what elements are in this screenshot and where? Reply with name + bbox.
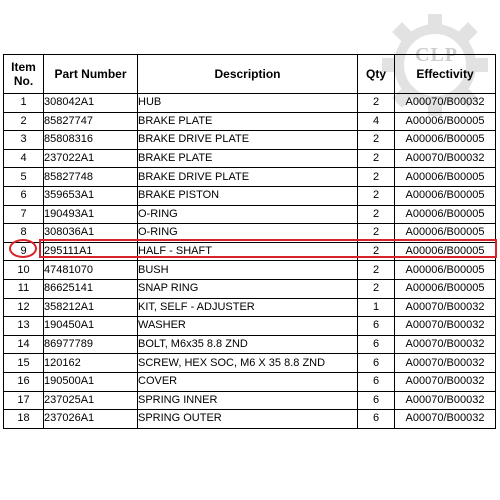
cell-qty: 2 <box>358 242 395 261</box>
cell-effectivity: A00006/B00005 <box>395 131 496 150</box>
cell-effectivity: A00070/B00032 <box>395 149 496 168</box>
cell-qty: 2 <box>358 261 395 280</box>
cell-qty: 2 <box>358 131 395 150</box>
cell-effectivity: A00070/B00032 <box>395 317 496 336</box>
cell-description: KIT, SELF - ADJUSTER <box>138 298 358 317</box>
cell-part-number: 85808316 <box>44 131 138 150</box>
cell-description: BUSH <box>138 261 358 280</box>
cell-part-number: 86977789 <box>44 335 138 354</box>
cell-part-number: 237022A1 <box>44 149 138 168</box>
cell-item-no: 12 <box>4 298 44 317</box>
cell-description: BRAKE DRIVE PLATE <box>138 131 358 150</box>
cell-qty: 2 <box>358 149 395 168</box>
cell-description: O-RING <box>138 205 358 224</box>
cell-description: BRAKE PLATE <box>138 112 358 131</box>
table-row <box>4 112 496 131</box>
cell-part-number: 85827747 <box>44 112 138 131</box>
cell-description: WASHER <box>138 317 358 336</box>
cell-item-no: 3 <box>4 131 44 150</box>
table-row <box>4 224 496 243</box>
table-header-row <box>4 55 496 94</box>
table-row <box>4 131 496 150</box>
cell-part-number: 308036A1 <box>44 224 138 243</box>
cell-qty: 4 <box>358 112 395 131</box>
cell-item-no: 8 <box>4 224 44 243</box>
cell-description: HALF - SHAFT <box>138 242 358 261</box>
cell-effectivity: A00070/B00032 <box>395 372 496 391</box>
cell-effectivity: A00006/B00005 <box>395 279 496 298</box>
cell-item-no: 18 <box>4 410 44 429</box>
cell-item-no: 9 <box>4 242 44 261</box>
cell-item-no: 14 <box>4 335 44 354</box>
cell-item-no: 6 <box>4 186 44 205</box>
cell-qty: 2 <box>358 279 395 298</box>
cell-item-no: 17 <box>4 391 44 410</box>
cell-description: SPRING INNER <box>138 391 358 410</box>
cell-description: O-RING <box>138 224 358 243</box>
cell-description: HUB <box>138 94 358 113</box>
cell-qty: 6 <box>358 354 395 373</box>
header-qty: Qty <box>358 55 395 94</box>
cell-item-no: 1 <box>4 94 44 113</box>
cell-part-number: 308042A1 <box>44 94 138 113</box>
cell-description: COVER <box>138 372 358 391</box>
header-item-no: Item No. <box>4 55 44 94</box>
cell-item-no: 16 <box>4 372 44 391</box>
table-row <box>4 186 496 205</box>
table-body <box>4 94 496 429</box>
cell-item-no: 2 <box>4 112 44 131</box>
cell-item-no: 10 <box>4 261 44 280</box>
cell-qty: 2 <box>358 186 395 205</box>
cell-description: BRAKE PISTON <box>138 186 358 205</box>
header-part-number: Part Number <box>44 55 138 94</box>
cell-item-no: 7 <box>4 205 44 224</box>
table-row <box>4 410 496 429</box>
cell-qty: 2 <box>358 168 395 187</box>
table-row <box>4 335 496 354</box>
cell-effectivity: A00006/B00005 <box>395 224 496 243</box>
cell-item-no: 5 <box>4 168 44 187</box>
table-row <box>4 149 496 168</box>
header-description: Description <box>138 55 358 94</box>
table-row <box>4 261 496 280</box>
cell-qty: 2 <box>358 224 395 243</box>
cell-effectivity: A00006/B00005 <box>395 168 496 187</box>
cell-item-no: 15 <box>4 354 44 373</box>
cell-effectivity: A00070/B00032 <box>395 94 496 113</box>
cell-description: BRAKE PLATE <box>138 149 358 168</box>
table-row <box>4 242 496 261</box>
cell-effectivity: A00070/B00032 <box>395 298 496 317</box>
cell-qty: 2 <box>358 205 395 224</box>
cell-effectivity: A00070/B00032 <box>395 335 496 354</box>
cell-part-number: 190493A1 <box>44 205 138 224</box>
cell-description: BOLT, M6x35 8.8 ZND <box>138 335 358 354</box>
cell-part-number: 237026A1 <box>44 410 138 429</box>
table-row <box>4 168 496 187</box>
cell-part-number: 237025A1 <box>44 391 138 410</box>
table-row <box>4 317 496 336</box>
table-row <box>4 205 496 224</box>
cell-effectivity: A00070/B00032 <box>395 391 496 410</box>
cell-part-number: 85827748 <box>44 168 138 187</box>
cell-part-number: 190500A1 <box>44 372 138 391</box>
cell-qty: 2 <box>358 94 395 113</box>
cell-qty: 6 <box>358 317 395 336</box>
cell-effectivity: A00070/B00032 <box>395 354 496 373</box>
cell-part-number: 190450A1 <box>44 317 138 336</box>
table-row <box>4 94 496 113</box>
cell-description: SNAP RING <box>138 279 358 298</box>
cell-effectivity: A00006/B00005 <box>395 205 496 224</box>
table-row <box>4 279 496 298</box>
watermark-logo-text: CLP <box>415 44 458 66</box>
cell-effectivity: A00006/B00005 <box>395 242 496 261</box>
cell-part-number: 120162 <box>44 354 138 373</box>
table-row <box>4 372 496 391</box>
cell-qty: 6 <box>358 372 395 391</box>
cell-item-no: 13 <box>4 317 44 336</box>
cell-qty: 6 <box>358 335 395 354</box>
cell-part-number: 295111A1 <box>44 242 138 261</box>
cell-item-no: 11 <box>4 279 44 298</box>
table-row <box>4 354 496 373</box>
cell-part-number: 359653A1 <box>44 186 138 205</box>
cell-part-number: 86625141 <box>44 279 138 298</box>
table-row <box>4 298 496 317</box>
cell-qty: 6 <box>358 410 395 429</box>
cell-effectivity: A00070/B00032 <box>395 410 496 429</box>
cell-qty: 6 <box>358 391 395 410</box>
header-effectivity: Effectivity <box>395 55 496 94</box>
cell-effectivity: A00006/B00005 <box>395 112 496 131</box>
cell-description: BRAKE DRIVE PLATE <box>138 168 358 187</box>
cell-item-no: 4 <box>4 149 44 168</box>
parts-table <box>3 54 496 429</box>
cell-part-number: 47481070 <box>44 261 138 280</box>
cell-description: SPRING OUTER <box>138 410 358 429</box>
cell-description: SCREW, HEX SOC, M6 X 35 8.8 ZND <box>138 354 358 373</box>
cell-qty: 1 <box>358 298 395 317</box>
table-row <box>4 391 496 410</box>
cell-effectivity: A00006/B00005 <box>395 186 496 205</box>
cell-effectivity: A00006/B00005 <box>395 261 496 280</box>
cell-part-number: 358212A1 <box>44 298 138 317</box>
